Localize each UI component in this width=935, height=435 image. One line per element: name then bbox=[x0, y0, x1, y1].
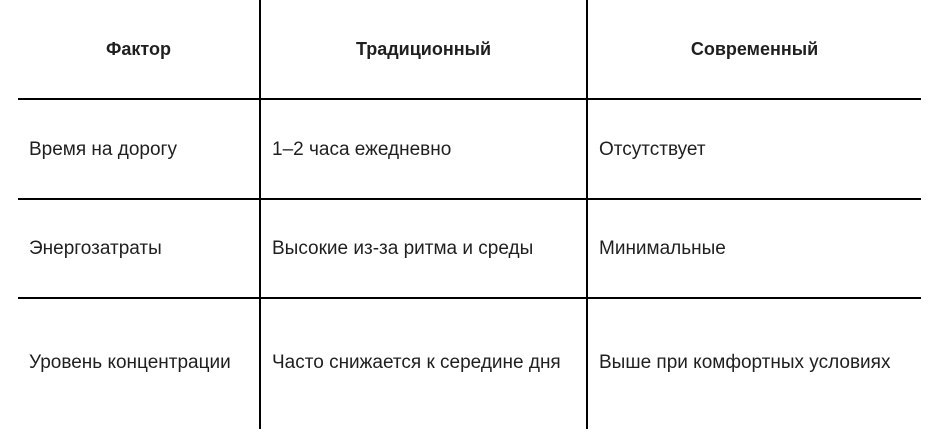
cell-factor: Время на дорогу bbox=[18, 99, 260, 199]
comparison-table bbox=[18, 0, 921, 429]
cell-modern: Выше при комфортных условиях bbox=[587, 298, 921, 429]
table-header bbox=[18, 0, 921, 99]
header-row bbox=[18, 0, 921, 99]
table-row bbox=[18, 298, 921, 429]
cell-factor: Энергозатраты bbox=[18, 199, 260, 298]
header-factor: Фактор bbox=[18, 0, 260, 99]
cell-traditional: Высокие из-за ритма и среды bbox=[260, 199, 587, 298]
comparison-table-container bbox=[18, 0, 921, 426]
cell-traditional: Часто снижается к середине дня bbox=[260, 298, 587, 429]
cell-modern: Отсутствует bbox=[587, 99, 921, 199]
table-row bbox=[18, 99, 921, 199]
table-body bbox=[18, 99, 921, 429]
cell-modern: Минимальные bbox=[587, 199, 921, 298]
table-row bbox=[18, 199, 921, 298]
header-modern: Современный bbox=[587, 0, 921, 99]
header-traditional: Традиционный bbox=[260, 0, 587, 99]
cell-traditional: 1–2 часа ежедневно bbox=[260, 99, 587, 199]
cell-factor: Уровень концентрации bbox=[29, 351, 231, 373]
